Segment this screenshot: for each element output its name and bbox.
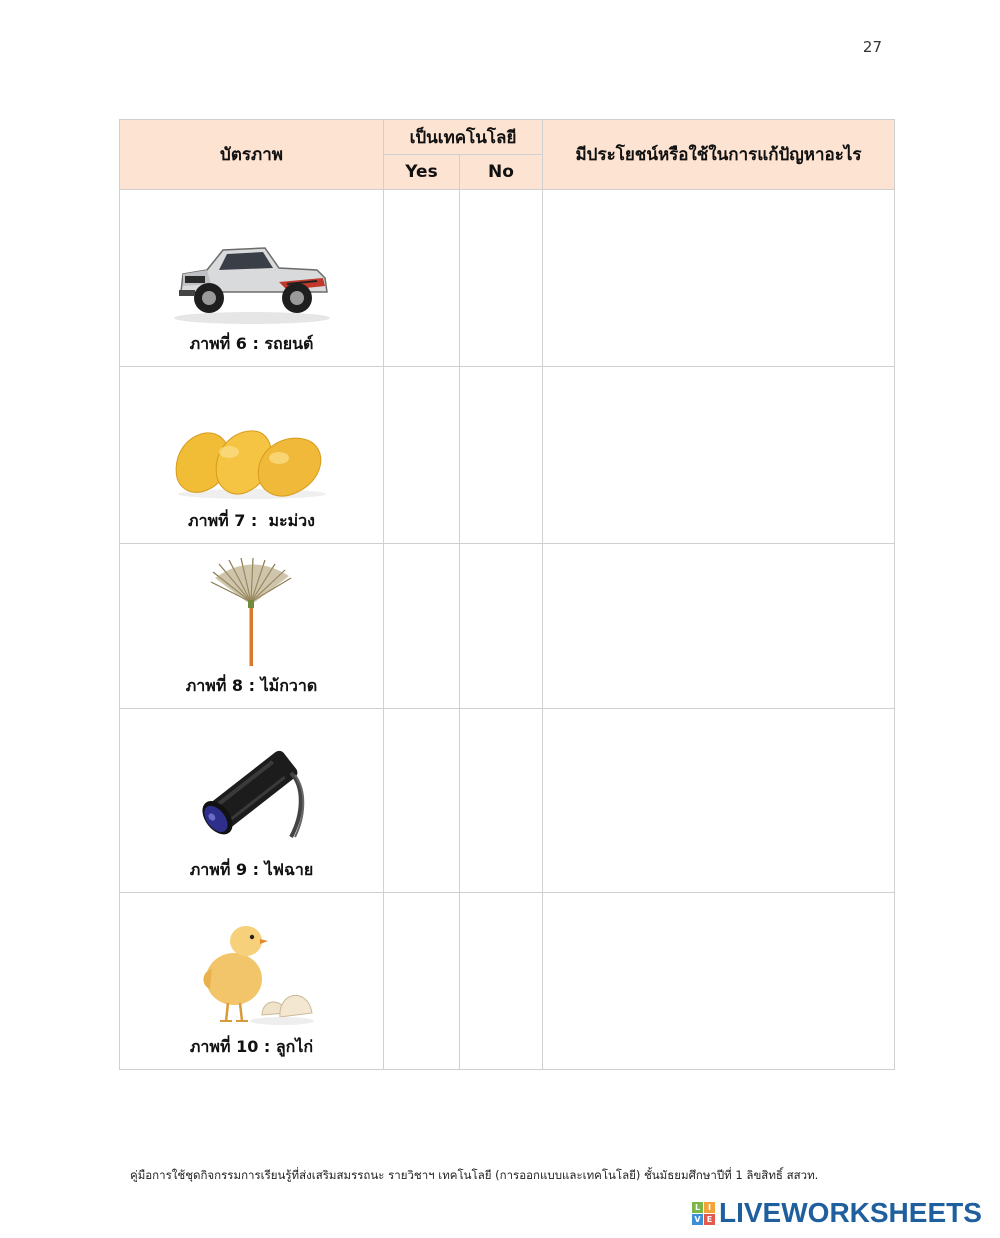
- header-no: No: [460, 155, 543, 190]
- brand-mark-icon: [692, 1202, 715, 1225]
- card-caption: ภาพที่ 9 : ไฟฉาย: [189, 860, 314, 879]
- picture-card: [120, 893, 384, 1070]
- no-cell[interactable]: [460, 190, 543, 367]
- table-row: [120, 709, 895, 893]
- card-caption: ภาพที่ 6 : รถยนต์: [189, 334, 314, 353]
- usage-answer-cell[interactable]: [543, 190, 895, 367]
- table-row: [120, 367, 895, 544]
- yes-cell[interactable]: [384, 709, 460, 893]
- table-row: [120, 190, 895, 367]
- usage-answer-cell[interactable]: [543, 893, 895, 1070]
- no-cell[interactable]: [460, 893, 543, 1070]
- brand-name: LIVEWORKSHEETS: [719, 1197, 982, 1228]
- yes-cell[interactable]: [384, 190, 460, 367]
- picture-card: [120, 709, 384, 893]
- header-card: บัตรภาพ: [120, 120, 384, 190]
- card-caption: ภาพที่ 10 : ลูกไก่: [189, 1037, 314, 1056]
- picture-card: [120, 544, 384, 709]
- no-cell[interactable]: [460, 367, 543, 544]
- yes-cell[interactable]: [384, 544, 460, 709]
- logo-letter: E: [704, 1214, 715, 1225]
- broom-image: [207, 558, 297, 668]
- logo-letter: V: [692, 1214, 703, 1225]
- header-is-technology: เป็นเทคโนโลยี: [384, 120, 543, 155]
- logo-letter: I: [704, 1202, 715, 1213]
- page-number: 27: [862, 38, 882, 56]
- pickup-truck-image: [167, 226, 337, 326]
- footer-note: คู่มือการใช้ชุดกิจกรรมการเรียนรู้ที่ส่งเสริมสมรรถนะ รายวิชาฯ เทคโนโลยี (การออกแบบและเทคโนโลยี) ชั้นมัธยมศึกษาปีที่ 1 ลิขสิทธิ์ สสวท.: [130, 1168, 819, 1182]
- no-cell[interactable]: [460, 709, 543, 893]
- card-caption: ภาพที่ 8 : ไม้กวาด: [185, 676, 318, 695]
- picture-card: [120, 367, 384, 544]
- yes-cell[interactable]: [384, 367, 460, 544]
- header-yes: Yes: [384, 155, 460, 190]
- usage-answer-cell[interactable]: [543, 544, 895, 709]
- card-caption: ภาพที่ 7 : มะม่วง: [188, 511, 315, 530]
- header-usage: มีประโยชน์หรือใช้ในการแก้ปัญหาอะไร: [543, 120, 895, 190]
- flashlight-image: [187, 737, 317, 852]
- usage-answer-cell[interactable]: [543, 709, 895, 893]
- chick-image: [182, 917, 322, 1029]
- no-cell[interactable]: [460, 544, 543, 709]
- worksheet-table: [119, 119, 895, 1070]
- picture-card: [120, 190, 384, 367]
- table-row: [120, 544, 895, 709]
- table-row: [120, 893, 895, 1070]
- mango-image: [167, 408, 337, 503]
- usage-answer-cell[interactable]: [543, 367, 895, 544]
- yes-cell[interactable]: [384, 893, 460, 1070]
- logo-letter: L: [692, 1202, 703, 1213]
- liveworksheets-logo: [692, 1196, 982, 1230]
